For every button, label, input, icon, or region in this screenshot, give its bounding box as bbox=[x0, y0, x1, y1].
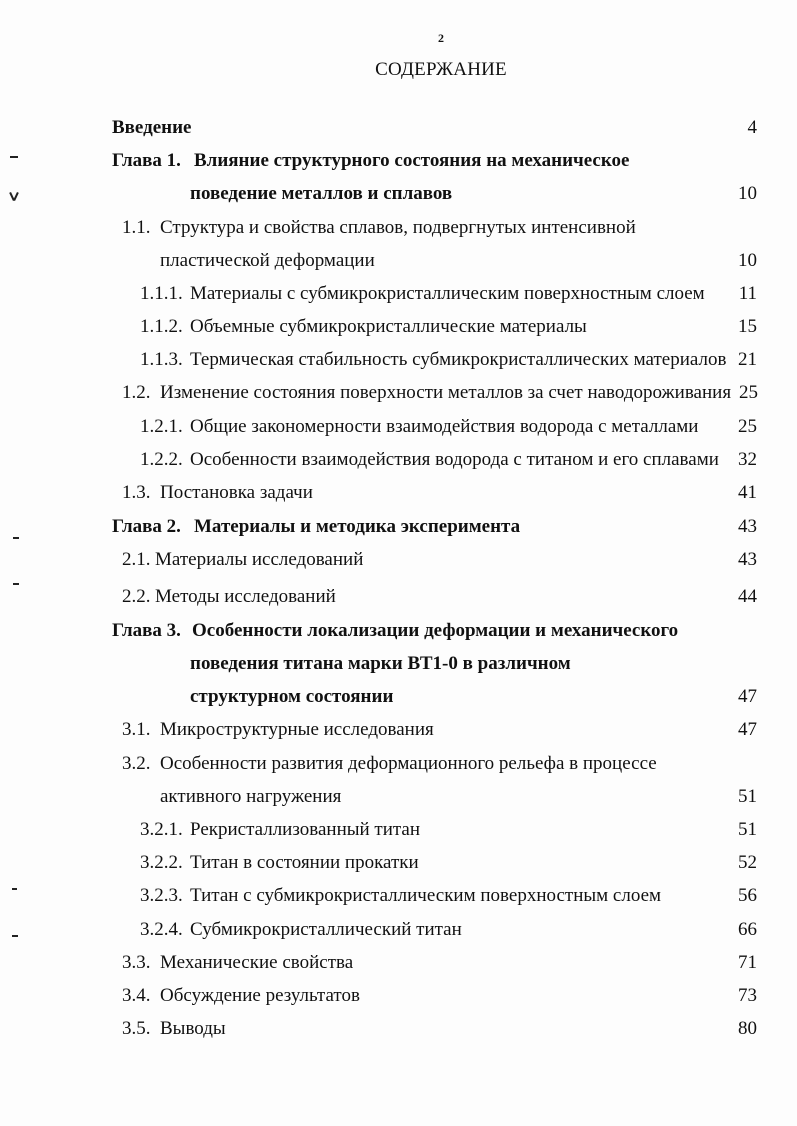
toc-entry-number: 1.1.2. bbox=[140, 316, 183, 337]
toc-entry-number: 1.2.2. bbox=[140, 449, 183, 470]
toc-entry-title: Титан с субмикрокристаллическим поверхностным слоем bbox=[190, 885, 662, 906]
toc-page-number: 66 bbox=[738, 919, 757, 940]
toc-entry-title-continued: поведение металлов и сплавов bbox=[190, 183, 453, 204]
toc-entry-title: Материалы и методика эксперимента bbox=[194, 516, 521, 537]
toc-entry-number: 1.3. bbox=[122, 482, 151, 503]
toc-page-number: 41 bbox=[738, 482, 757, 503]
scan-mark bbox=[10, 156, 18, 158]
scan-mark bbox=[13, 583, 19, 585]
toc-page-number: 73 bbox=[738, 985, 757, 1006]
toc-title: СОДЕРЖАНИЕ bbox=[375, 59, 507, 80]
toc-entry-number: 2.2. bbox=[122, 586, 151, 607]
toc-entry-title-continued: поведения титана марки ВТ1-0 в различном bbox=[190, 653, 571, 674]
toc-entry-title: Микроструктурные исследования bbox=[160, 719, 434, 740]
toc-page-number: 51 bbox=[738, 786, 757, 807]
toc-entry-title: Субмикрокристаллический титан bbox=[190, 919, 462, 940]
toc-entry-number: 3.2.3. bbox=[140, 885, 183, 906]
toc-page-number: 47 bbox=[738, 686, 757, 707]
toc-entry-title: Механические свойства bbox=[160, 952, 354, 973]
toc-entry-number: 1.1.3. bbox=[140, 349, 183, 370]
page-number: 2 bbox=[438, 31, 444, 45]
toc-page-number: 4 bbox=[747, 117, 757, 138]
toc-entry-number: 1.2.1. bbox=[140, 416, 183, 437]
toc-entry-title: Выводы bbox=[160, 1018, 226, 1039]
toc-page-number: 10 bbox=[738, 250, 757, 271]
toc-page-number: 43 bbox=[738, 516, 757, 537]
scan-mark bbox=[12, 935, 18, 937]
toc-entry-title: Материалы исследований bbox=[155, 549, 364, 570]
toc-chapter-label: Глава 3. bbox=[112, 620, 181, 641]
toc-entry-number: 3.3. bbox=[122, 952, 151, 973]
toc-page-number: 44 bbox=[738, 586, 757, 607]
scan-mark bbox=[13, 192, 19, 201]
scan-mark bbox=[12, 888, 17, 890]
scan-mark bbox=[13, 537, 19, 539]
toc-entry-title: Объемные субмикрокристаллические материалы bbox=[190, 316, 587, 337]
toc-page-number: 25 bbox=[739, 382, 758, 403]
toc-page-number: 47 bbox=[738, 719, 757, 740]
toc-page-number: 21 bbox=[738, 349, 757, 370]
toc-entry-title: Изменение состояния поверхности металлов за счет наводороживания bbox=[160, 382, 732, 403]
toc-entry-title-continued: структурном состоянии bbox=[190, 686, 394, 707]
toc-page-number: 80 bbox=[738, 1018, 757, 1039]
toc-entry-title: Особенности локализации деформации и механического bbox=[192, 620, 679, 641]
toc-page-number: 10 bbox=[738, 183, 757, 204]
toc-entry-number: 3.2.2. bbox=[140, 852, 183, 873]
toc-entry-title: Материалы с субмикрокристаллическим поверхностным слоем bbox=[190, 283, 705, 304]
toc-entry-title-continued: активного нагружения bbox=[160, 786, 342, 807]
toc-page-number: 71 bbox=[738, 952, 757, 973]
toc-entry-number: 3.1. bbox=[122, 719, 151, 740]
toc-entry-title: Введение bbox=[112, 117, 192, 138]
toc-page-number: 56 bbox=[738, 885, 757, 906]
toc-entry-number: 3.2.4. bbox=[140, 919, 183, 940]
toc-entry-title-continued: пластической деформации bbox=[160, 250, 375, 271]
toc-entry-title: Обсуждение результатов bbox=[160, 985, 360, 1006]
toc-entry-title: Титан в состоянии прокатки bbox=[190, 852, 419, 873]
toc-entry-number: 3.2. bbox=[122, 753, 151, 774]
toc-entry-number: 1.2. bbox=[122, 382, 151, 403]
toc-page-number: 52 bbox=[738, 852, 757, 873]
toc-entry-title: Общие закономерности взаимодействия водорода с металлами bbox=[190, 416, 699, 437]
toc-chapter-label: Глава 1. bbox=[112, 150, 181, 171]
toc-page-number: 15 bbox=[738, 316, 757, 337]
toc-page-number: 43 bbox=[738, 549, 757, 570]
toc-entry-title: Особенности развития деформационного рельефа в процессе bbox=[160, 753, 657, 774]
toc-entry-number: 2.1. bbox=[122, 549, 151, 570]
toc-entry-title: Методы исследований bbox=[155, 586, 336, 607]
toc-entry-number: 3.4. bbox=[122, 985, 151, 1006]
toc-entry-title: Термическая стабильность субмикрокристаллических материалов bbox=[190, 349, 727, 370]
toc-page-number: 51 bbox=[738, 819, 757, 840]
toc-entry-title: Структура и свойства сплавов, подвергнутых интенсивной bbox=[160, 217, 636, 238]
toc-page-number: 25 bbox=[738, 416, 757, 437]
toc-entry-title: Особенности взаимодействия водорода с титаном и его сплавами bbox=[190, 449, 719, 470]
toc-entry-number: 1.1. bbox=[122, 217, 151, 238]
toc-entry-title: Влияние структурного состояния на механическое bbox=[194, 150, 630, 171]
toc-entry-number: 1.1.1. bbox=[140, 283, 183, 304]
toc-chapter-label: Глава 2. bbox=[112, 516, 181, 537]
toc-entry-title: Рекристаллизованный титан bbox=[190, 819, 421, 840]
toc-page-number: 32 bbox=[738, 449, 757, 470]
toc-entry-number: 3.2.1. bbox=[140, 819, 183, 840]
toc-entry-number: 3.5. bbox=[122, 1018, 151, 1039]
toc-entry-title: Постановка задачи bbox=[160, 482, 313, 503]
toc-page-number: 11 bbox=[738, 283, 757, 304]
